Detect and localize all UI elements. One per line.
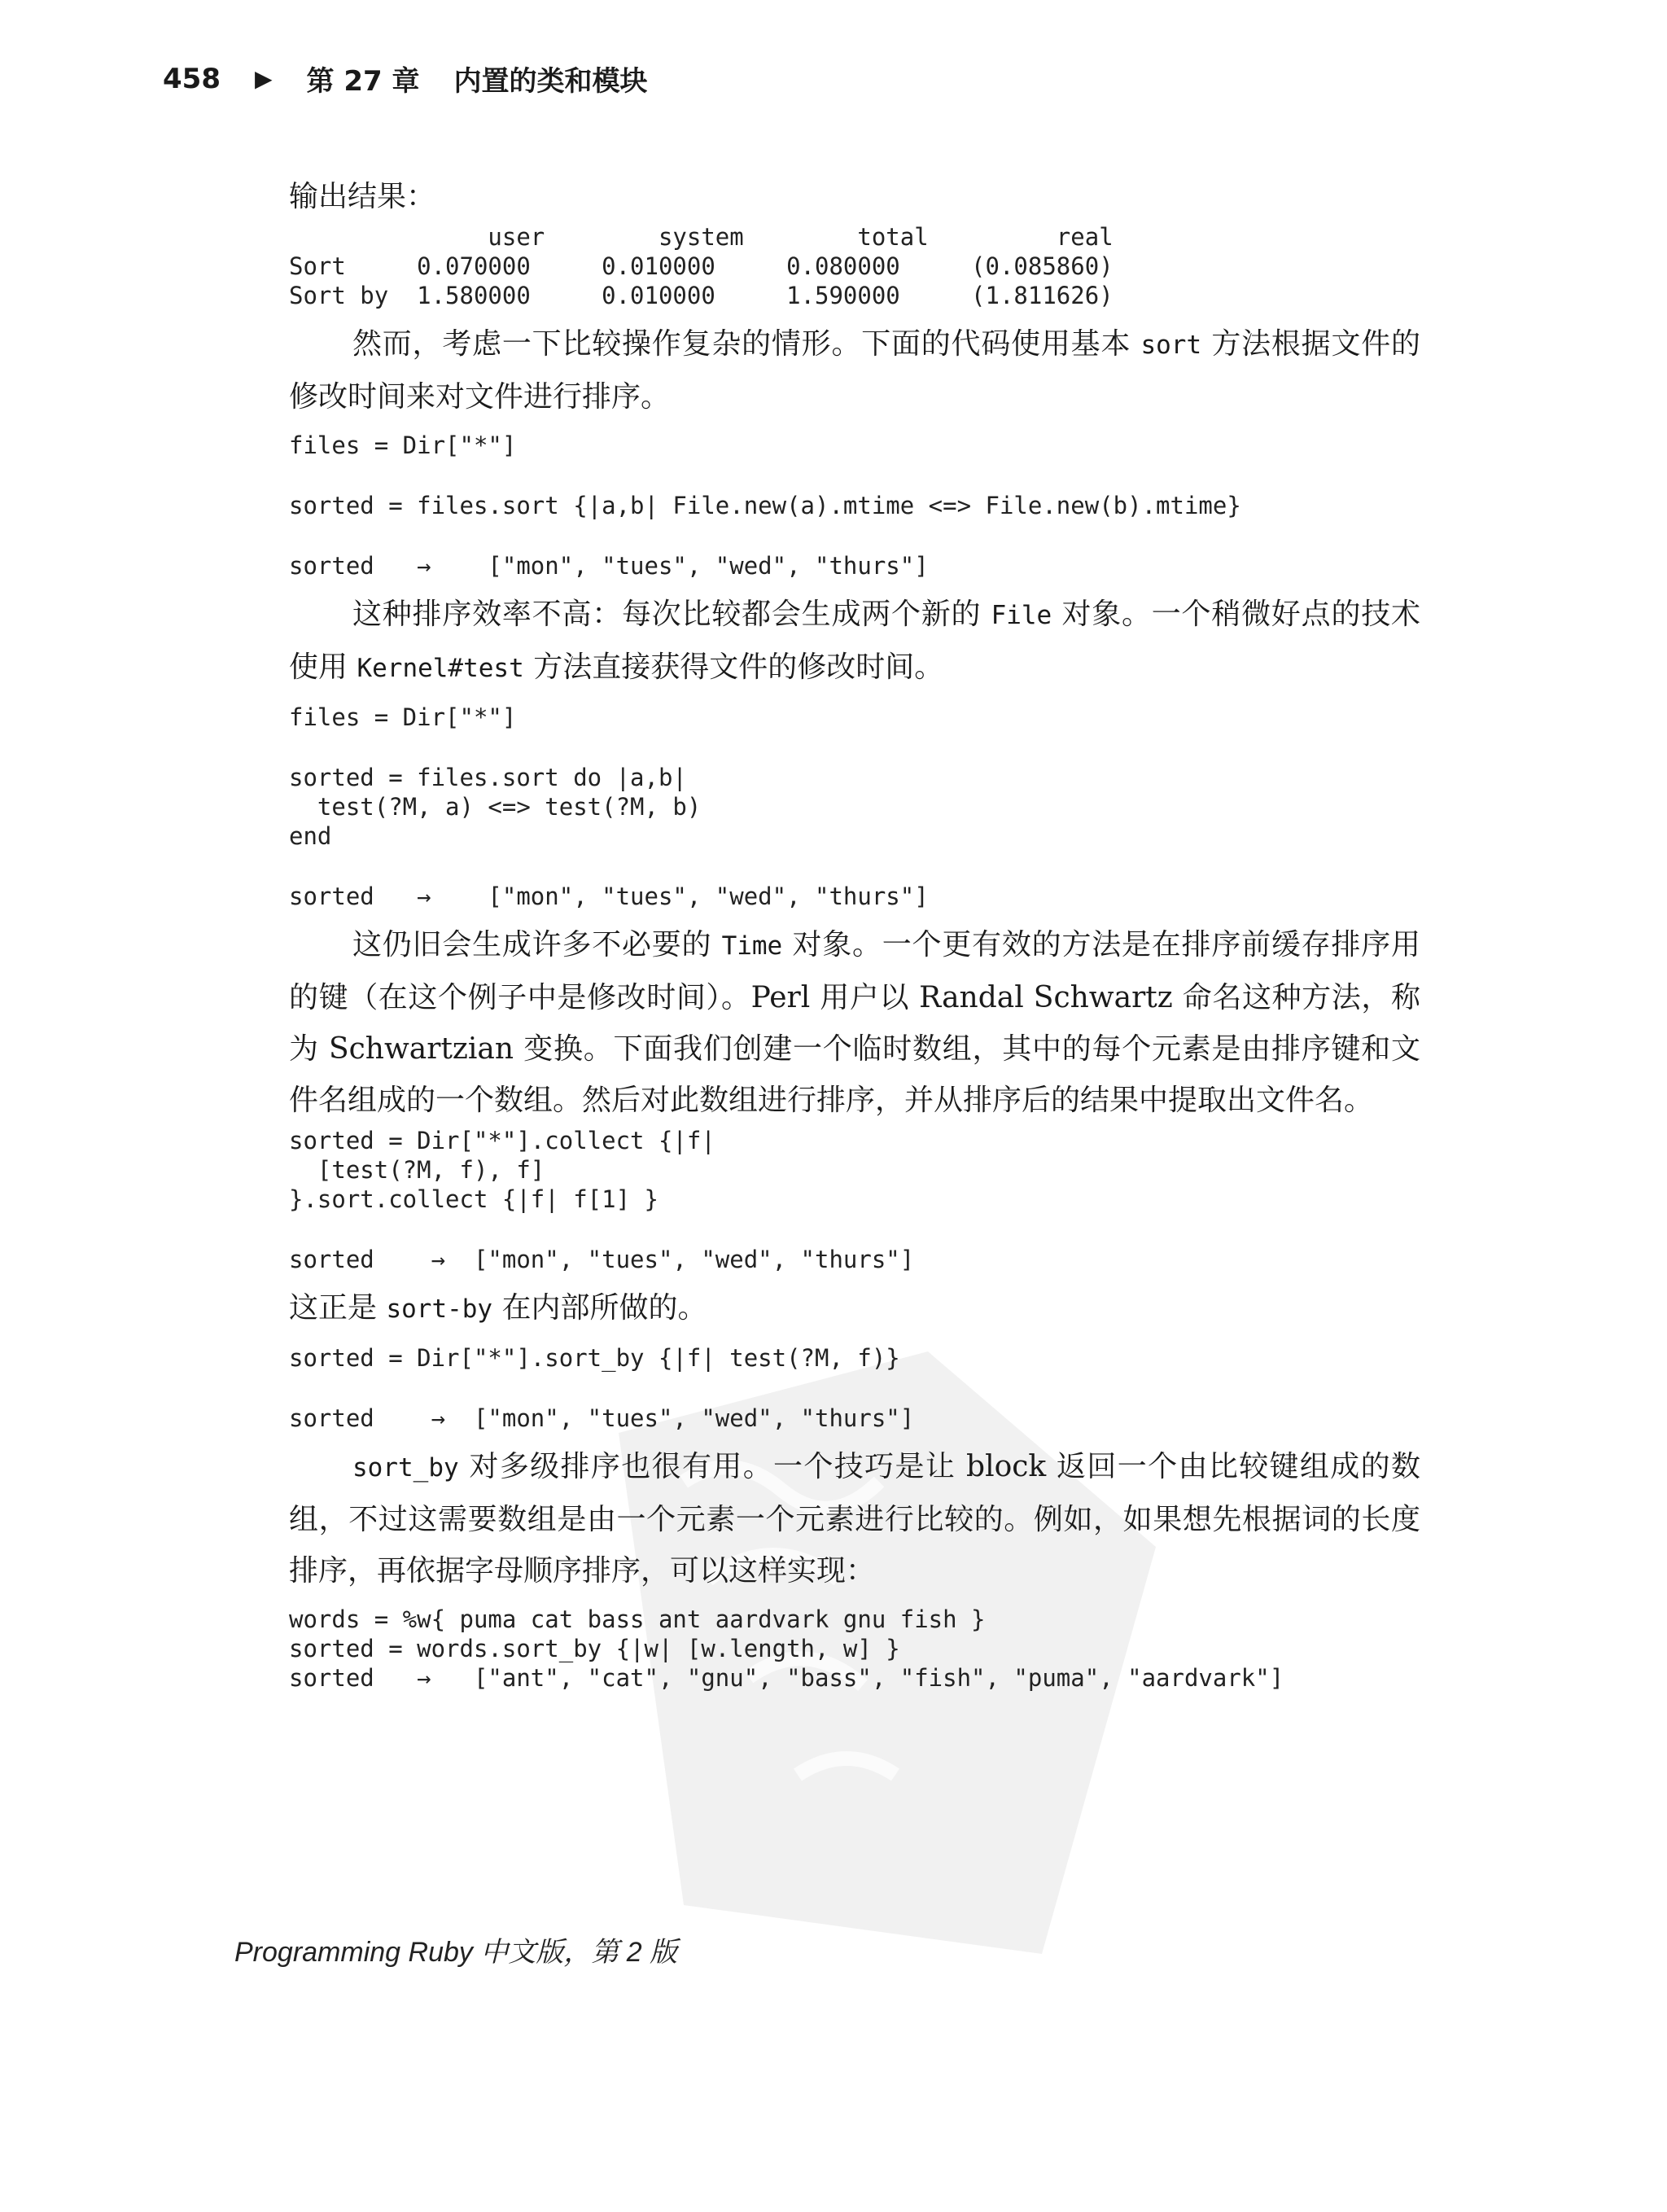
paragraph-2: 这种排序效率不高：每次比较都会生成两个新的 File 对象。一个稍微好点的技术使用 Kernel#test 方法直接获得文件的修改时间。 [289, 598, 1420, 684]
output-label: 输出结果： [289, 180, 436, 213]
arrow-icon: ▶ [254, 65, 273, 92]
page-number: 458 [163, 62, 221, 95]
code-result: sorted → ["mon", "tues", "wed", "thurs"] [289, 552, 929, 580]
paragraph-1: 然而，考虑一下比较操作复杂的情形。下面的代码使用基本 sort 方法根据文件的修改时间来对文件进行排序。 [289, 327, 1420, 414]
code-files-2: files = Dir["*"] [289, 703, 517, 731]
code-sort-test: sorted = files.sort do |a,b| test(?M, a) <=> test(?M, b) end [289, 764, 702, 850]
paragraph-5: sort_by 对多级排序也很有用。一个技巧是让 block 返回一个由比较键组成的数组，不过这需要数组是由一个元素一个元素进行比较的。例如，如果想先根据词的长度排序，再依据字母顺序排序，可以这样实现： [289, 1450, 1420, 1588]
paragraph-3: 这仍旧会生成许多不必要的 Time 对象。一个更有效的方法是在排序前缓存排序用的键（在这个例子中是修改时间）。Perl 用户以 Randal Schwartz 命名这种方法，称为 Schwartzian 变换。下面我们创建一个临时数组，其中的每个元素是由排序键和文件名组成的一个数组。然后对此数组进行排序，并从排序后的结果中提取出文件名。 [289, 928, 1420, 1117]
running-header [163, 59, 648, 99]
chapter-title: 内置的类和模块 [453, 65, 648, 98]
code-result-4: sorted → ["mon", "tues", "wed", "thurs"] [289, 1404, 915, 1432]
page-body [289, 171, 1420, 1693]
benchmark-table: user system total real Sort 0.070000 0.010000 0.080000 (0.085860) Sort by 1.580000 0.010000 1.590000 (1.811626) [289, 223, 1114, 309]
code-sort-mtime: sorted = files.sort {|a,b| File.new(a).mtime <=> File.new(b).mtime} [289, 492, 1241, 519]
code-result-3: sorted → ["mon", "tues", "wed", "thurs"] [289, 1246, 915, 1273]
code-schwartzian: sorted = Dir["*"].collect {|f| [test(?M, f), f] }.sort.collect {|f| f[1] } [289, 1127, 715, 1213]
chapter-number: 第 27 章 [306, 65, 420, 98]
code-result-2: sorted → ["mon", "tues", "wed", "thurs"] [289, 883, 929, 910]
code-words: words = %w{ puma cat bass ant aardvark gnu fish } sorted = words.sort_by {|w| [w.length, w] } sorted → ["ant", "cat", "gnu", "bass", "fish", "puma", "aardvark"] [289, 1605, 1284, 1692]
code-files: files = Dir["*"] [289, 431, 517, 459]
code-sort-by: sorted = Dir["*"].sort_by {|f| test(?M, f)} [289, 1344, 900, 1372]
paragraph-4: 这正是 sort-by 在内部所做的。 [289, 1291, 707, 1325]
book-footer: Programming Ruby 中文版，第 2 版 [234, 1937, 678, 1968]
